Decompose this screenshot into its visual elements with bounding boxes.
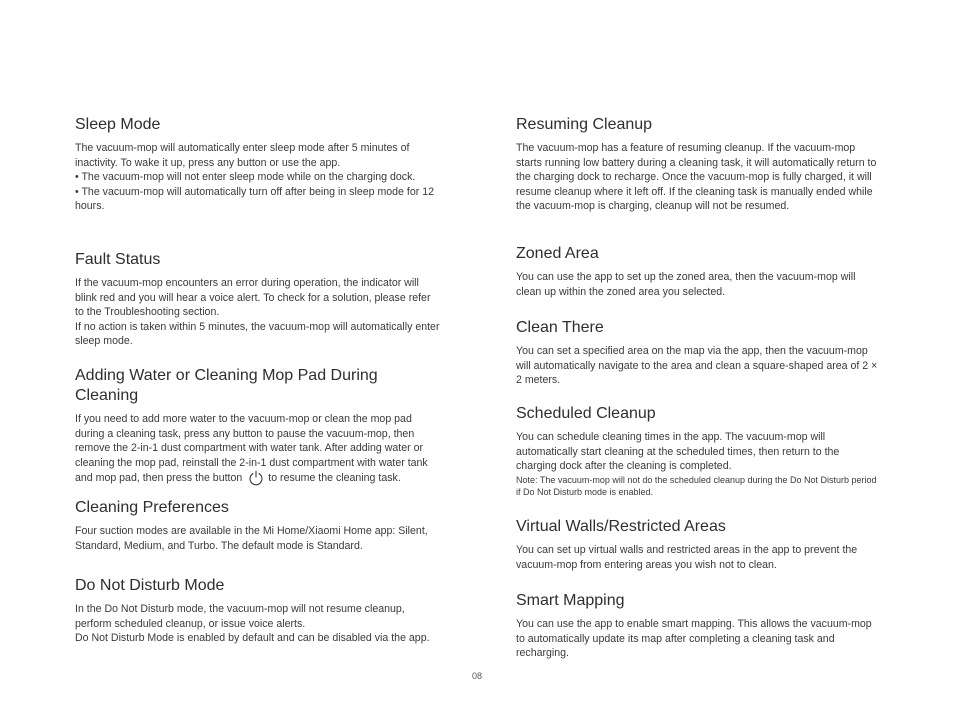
section-text: You can set up virtual walls and restricted areas in the app to prevent the vacuum-mop from entering areas you wish not to clean.	[516, 544, 858, 571]
section-title: Fault Status	[75, 251, 161, 268]
section-title: Virtual Walls/Restricted Areas	[516, 518, 726, 535]
section-title: Scheduled Cleanup	[516, 405, 656, 422]
section-text: If no action is taken within 5 minutes, the vacuum-mop will automatically enter sleep mode.	[75, 320, 440, 347]
section-title: Zoned Area	[516, 245, 599, 262]
section-text: • The vacuum-mop will not enter sleep mode while on the charging dock.	[75, 171, 416, 183]
section-text: Do Not Disturb Mode is enabled by default and can be disabled via the app.	[75, 632, 430, 644]
section-cleaning-preferences	[75, 498, 441, 553]
section-smart-mapping	[516, 591, 882, 661]
page-number: 08	[471, 671, 482, 681]
section-text: The vacuum-mop has a feature of resuming cleanup. If the vacuum-mop starts running low battery during a cleaning task, it will automatically return to the charging dock to recharge. Once the vacuum-mop is fully charged, it will resume cleanup where it left off. If the cleaning task is manually ended while the vacuum-mop is charging, cleanup will not be resumed.	[516, 142, 877, 212]
section-adding-water	[75, 366, 441, 486]
section-virtual-walls	[516, 517, 882, 572]
section-title: Sleep Mode	[75, 116, 161, 133]
section-text: You can schedule cleaning times in the app. The vacuum-mop will automatically start cleaning at the scheduled times, then return to the charging dock after the cleaning is completed.	[516, 431, 840, 472]
section-fault-status	[75, 250, 441, 349]
section-text: In the Do Not Disturb mode, the vacuum-mop will not resume cleanup, perform scheduled cleanup, or issue voice alerts.	[75, 603, 405, 630]
power-icon	[248, 470, 264, 486]
section-title: Smart Mapping	[516, 592, 625, 609]
section-text-part: to resume the cleaning task.	[268, 472, 401, 484]
section-text: You can use the app to set up the zoned area, then the vacuum-mop will clean up within the zoned area you selected.	[516, 271, 856, 298]
section-text: • The vacuum-mop will automatically turn off after being in sleep mode for 12 hours.	[75, 185, 434, 212]
section-scheduled-cleanup	[516, 404, 882, 499]
section-note: Note: The vacuum-mop will not do the scheduled cleanup during the Do Not Disturb period if Do Not Disturb mode is enabled.	[516, 474, 877, 497]
section-title: Do Not Disturb Mode	[75, 577, 225, 594]
section-zoned-area	[516, 244, 882, 299]
section-title: Clean There	[516, 319, 604, 336]
section-text-part: If you need to add more water to the vacuum-mop or clean the mop pad during a cleaning task, press any button to pause the vacuum-mop, then remove the 2-in-1 dust compartment with water tank. After adding water or cleaning the mop pad, reinstall the 2-in-1 dust compartment with water tank and mop pad, then press the button	[75, 413, 428, 484]
section-clean-there	[516, 318, 882, 388]
section-title: Resuming Cleanup	[516, 116, 653, 133]
section-title: Adding Water or Cleaning Mop Pad During Cleaning	[75, 367, 378, 404]
section-text	[75, 412, 441, 486]
section-do-not-disturb	[75, 576, 441, 646]
section-text: You can set a specified area on the map via the app, then the vacuum-mop will automatically navigate to the area and clean a square-shaped area of 2 × 2 meters.	[516, 345, 878, 386]
section-text: The vacuum-mop will automatically enter sleep mode after 5 minutes of inactivity. To wake it up, press any button or use the app.	[75, 142, 410, 169]
section-text: Four suction modes are available in the Mi Home/Xiaomi Home app: Silent, Standard, Medium, and Turbo. The default mode is Standard.	[75, 525, 428, 552]
section-resuming-cleanup	[516, 115, 882, 214]
section-sleep-mode	[75, 115, 441, 214]
section-title: Cleaning Preferences	[75, 499, 229, 516]
section-text: You can use the app to enable smart mapping. This allows the vacuum-mop to automatically update its map after completing a cleaning task and recharging.	[516, 618, 872, 659]
section-text: If the vacuum-mop encounters an error during operation, the indicator will blink red and you will hear a voice alert. To check for a solution, please refer to the Troubleshooting section.	[75, 277, 431, 318]
